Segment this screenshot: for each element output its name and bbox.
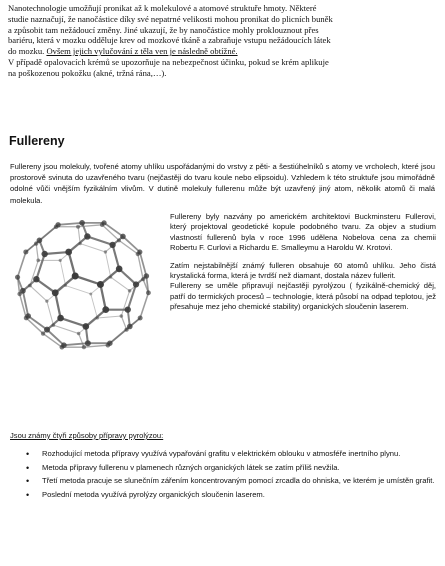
bond (47, 301, 54, 325)
carbon-atom (15, 275, 20, 280)
bond (91, 294, 98, 318)
fullerene-definition-paragraph: Fullereny jsou molekuly, tvořené atomy uhlíku uspořádanými do vrstvy z pěti- a šestiúhelníků s atomy ve vrcholech, které jsou prostorově svinuta do uzavřeného tvaru (nejčastěji do tvaru koule nebo elipsoidu). Vzhledem k této struktuře jsou mimořádně odolné vůči vnějším fyzikálním vlivům. V dutině molekuly fullerenu může být uzavřený jiný atom, několik atomů či malá molekula. (10, 162, 435, 205)
intro-line: na poškozenou pokožku (akné, tržná rána,…). (8, 67, 167, 78)
bond (55, 293, 60, 318)
bond (97, 316, 121, 318)
carbon-atom (85, 340, 91, 346)
bullet-icon: • (26, 489, 30, 500)
carbon-atom (78, 242, 81, 245)
carbon-atom (101, 220, 106, 225)
carbon-atom (79, 220, 85, 226)
carbon-atom (41, 251, 47, 257)
bond (64, 343, 88, 345)
intro-line: V případě opalovacích krémů se upozorňuje na nebezpečnost účinku, pokud se krém aplikuje (8, 56, 329, 67)
bond (61, 318, 86, 326)
intro-line: bariéru, která v mozku odděluje krev od mozkové tkáně a zabraňuje vstupu nežádoucích látek (8, 35, 331, 46)
bond (119, 269, 136, 285)
carbon-atom (52, 323, 56, 327)
carbon-atom (120, 234, 126, 240)
bullet-icon: • (26, 462, 30, 473)
carbon-atom (107, 340, 113, 346)
carbon-atom (20, 288, 26, 294)
carbon-atom (33, 276, 39, 282)
carbon-atom (84, 233, 90, 239)
carbon-atom (83, 323, 90, 330)
bond (58, 223, 82, 225)
carbon-atom (76, 225, 80, 229)
bond (80, 244, 105, 252)
list-item (22, 490, 436, 501)
carbon-atom (89, 292, 92, 295)
bond (53, 325, 78, 333)
carbon-atom (23, 249, 28, 254)
methods-title: Jsou známy čtyři způsoby přípravy pyrolýzou: (10, 431, 164, 440)
bond (66, 286, 91, 294)
bond (140, 252, 147, 276)
bond (18, 252, 26, 277)
methods-list (22, 449, 436, 503)
carbon-atom (65, 249, 72, 256)
carbon-atom (72, 273, 79, 280)
intro-line: studie naznačují, že nanočástice díky své nepatrné velikosti mohou pronikat do plicních buněk (8, 13, 333, 24)
bond (75, 276, 100, 284)
bond (69, 252, 76, 276)
carbon-atom (44, 327, 50, 333)
carbon-atom (120, 314, 124, 318)
carbon-atom (45, 299, 48, 302)
carbon-atom (128, 289, 132, 293)
list-item (22, 463, 436, 474)
carbon-atom (59, 259, 62, 262)
bond (100, 284, 105, 309)
carbon-atom (28, 284, 32, 288)
bond (30, 286, 47, 302)
carbon-atom (41, 331, 45, 335)
carbon-atom (37, 238, 43, 244)
bond (78, 227, 80, 244)
method-text: Poslední metoda využívá pyrolýzy organických sloučenin laserem. (42, 489, 265, 499)
method-text: Třetí metoda pracuje se slunečním zářením koncentrovaným pomocí zrcadla do ohniska, ve kterém je umístěn grafit. (42, 476, 435, 486)
carbon-atom (146, 290, 151, 295)
naming-paragraph: Fullereny byly nazvány po americkém architektovi Buckminsteru Fullerovi, který projektoval geodetické kopule podobného tvaru. Za objev a studium vlastností fullerenů byla v roce 1996 udělena Nobelova cena za chemii Robertu F. Curlovi a Richardu E. Smalleymu a Haroldu W. Krotovi. (170, 212, 436, 253)
bond (105, 252, 110, 277)
bond (113, 245, 120, 269)
carbon-atom (96, 316, 99, 319)
carbon-atom (36, 259, 40, 263)
bond (121, 316, 126, 330)
bond (87, 236, 112, 244)
carbon-atom (97, 281, 104, 288)
carbon-atom (104, 250, 107, 253)
bond (36, 279, 55, 293)
carbon-atom (125, 306, 131, 312)
bond (79, 334, 84, 348)
intro-paragraph (8, 3, 438, 79)
bullet-icon: • (26, 449, 30, 459)
intro-line: Nanotechnologie umožňují pronikat až k molekulové a atomové struktuře hmoty. Některé (8, 3, 317, 13)
intro-line-plain: do mozku. (8, 46, 47, 57)
carbon-atom (61, 342, 67, 348)
carbon-atom (25, 313, 31, 319)
carbon-atom (52, 289, 59, 296)
method-text: Rozhodující metoda přípravy využívá vypařování grafitu v elektrickém oblouku v atmosféře inertního plynu. (42, 449, 401, 458)
fullerene-description-column (170, 212, 436, 320)
carbon-atom (64, 284, 67, 287)
intro-line (8, 46, 438, 57)
carbon-atom (57, 315, 64, 322)
bond (23, 291, 28, 316)
section-heading: Fullereny (9, 134, 65, 148)
carbon-atom (137, 249, 142, 254)
carbon-atom (116, 266, 123, 273)
method-text: Metoda přípravy fullerenu v plamenech různých organických látek se zatím příliš nevžila. (42, 462, 340, 472)
list-item (22, 449, 436, 460)
intro-underlined-sentence: Ovšem jejich vylučování z těla ven je následně obtížné. (46, 46, 238, 57)
carbon-atom (138, 316, 143, 321)
intro-line: a způsobit tam nežádoucí změny. Jiné ukazují, že by nanočástice mohly proklouznout přes (8, 24, 319, 35)
carbon-atom (77, 332, 81, 336)
bullet-icon: • (26, 476, 30, 487)
carbon-atom (127, 324, 133, 330)
bond (60, 260, 65, 285)
bond (69, 236, 88, 252)
bond (45, 252, 69, 254)
bond (140, 293, 148, 318)
carbon-atom (82, 345, 86, 349)
bond (111, 277, 130, 291)
carbon-atom (144, 273, 150, 279)
preparation-paragraph: Fullereny se uměle připravují nejčastěji pyrolýzou ( fyzikálně-chemický děj, patří do termických procesů – technologie, která působí na odpad teplotou, jež přesahuje mez jeho chemické stability) organických sloučenin laserem. (170, 281, 436, 312)
bond (36, 244, 38, 261)
carbon-atom (117, 238, 121, 242)
carbon-atom (55, 222, 60, 227)
stability-paragraph: Zatím nejstabilnější známý fulleren obsahuje 60 atomů uhlíku. Jeho čistá krystalická forma, která je tvrdší než diamant, dostala název fullerit. (170, 260, 436, 281)
carbon-atom (102, 306, 109, 313)
carbon-atom (109, 276, 112, 279)
fullerene-molecule-icon (8, 212, 158, 358)
carbon-atom (109, 242, 115, 248)
list-item (22, 476, 436, 487)
carbon-atom (133, 281, 139, 287)
